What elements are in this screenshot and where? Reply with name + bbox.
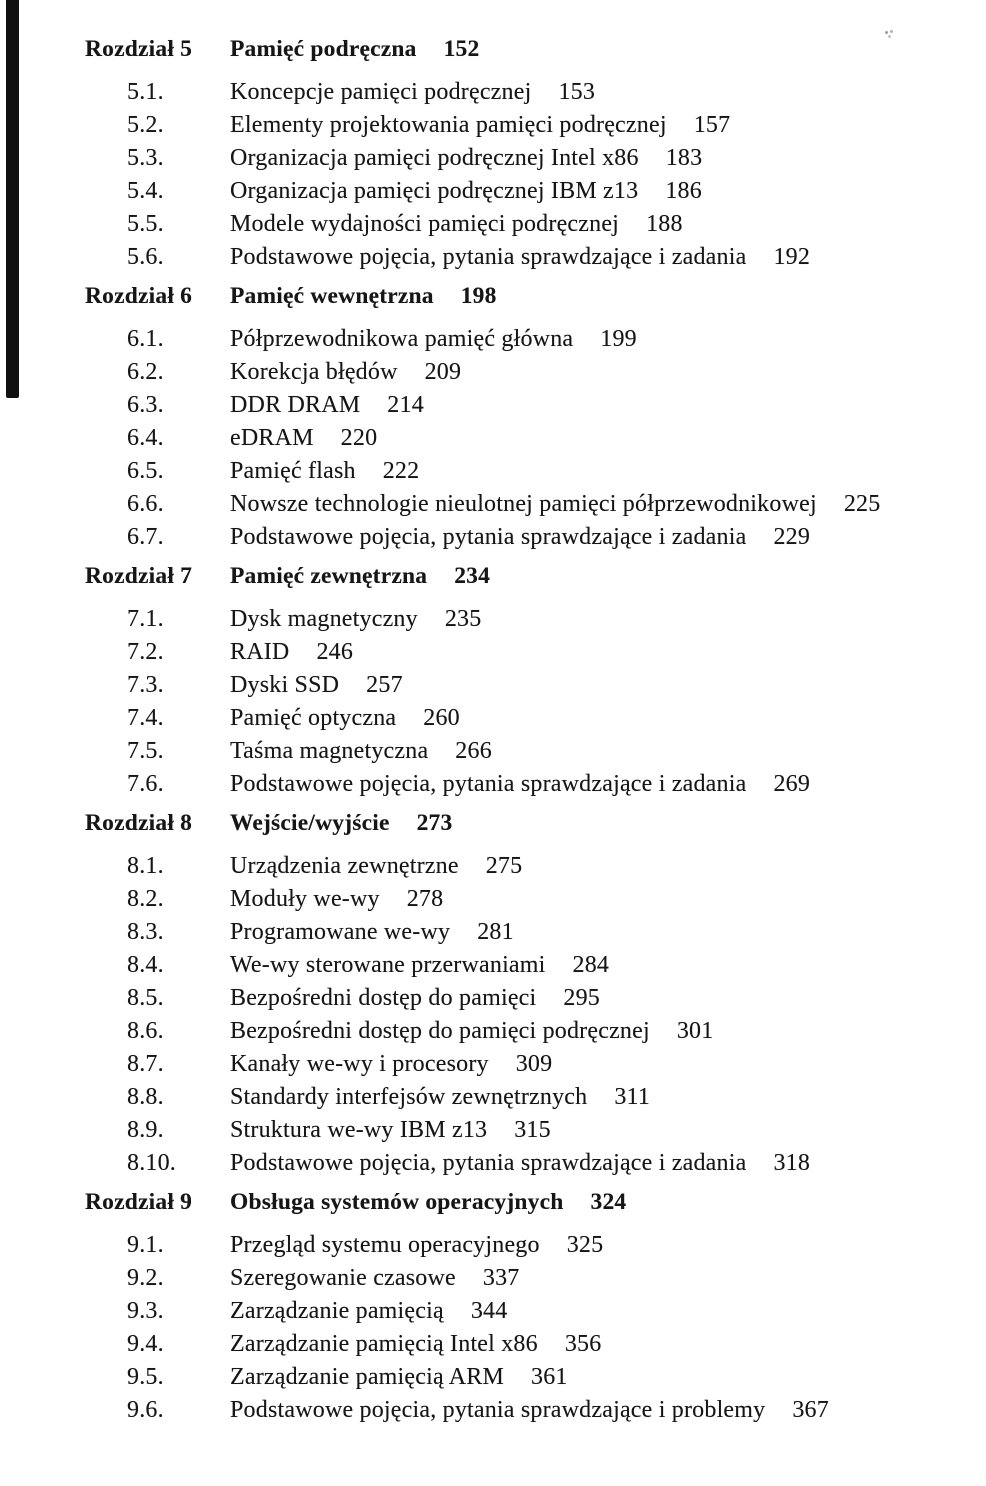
section-title-group — [230, 145, 950, 172]
section-number: 8.2. — [127, 886, 164, 912]
section-number: 8.4. — [127, 952, 164, 978]
section-page-number: 356 — [564, 1331, 602, 1357]
section-title: Organizacja pamięci podręcznej IBM z13 — [230, 178, 639, 204]
section-title: Organizacja pamięci podręcznej Intel x86 — [230, 145, 639, 171]
section-page-number: 275 — [485, 853, 523, 879]
section-number: 5.3. — [127, 145, 164, 171]
scan-gutter-artifact — [6, 0, 19, 398]
section-title-group — [230, 1298, 950, 1325]
section-title: Pamięć optyczna — [230, 705, 397, 731]
chapter-heading-row — [85, 810, 950, 843]
section-title: Dyski SSD — [230, 672, 340, 698]
section-number: 6.7. — [127, 524, 164, 550]
section-title: RAID — [230, 639, 290, 665]
chapter-label: Rozdział 7 — [85, 563, 193, 589]
section-page-number: 325 — [566, 1232, 604, 1258]
chapter-page-number: 273 — [416, 810, 453, 836]
toc-section-row — [85, 1364, 950, 1397]
section-title-group — [230, 886, 950, 913]
section-title-group — [230, 1364, 950, 1391]
section-page-number: 266 — [455, 738, 492, 764]
section-page-number: 157 — [693, 112, 731, 138]
section-title-group — [230, 1265, 950, 1292]
section-page-number: 214 — [387, 392, 424, 418]
section-title-group — [230, 705, 950, 732]
chapter-heading-row — [85, 283, 950, 316]
section-page-number: 199 — [600, 326, 637, 352]
section-page-number: 186 — [665, 178, 702, 204]
section-page-number: 235 — [444, 606, 482, 632]
section-number: 8.5. — [127, 985, 164, 1011]
toc-section-row — [85, 952, 950, 985]
section-page-number: 246 — [316, 639, 354, 665]
section-page-number: 220 — [340, 425, 378, 451]
chapter-label: Rozdział 5 — [85, 36, 193, 62]
section-page-number: 278 — [406, 886, 444, 912]
section-title-group — [230, 458, 950, 485]
chapter-title-group — [230, 283, 950, 310]
section-title-group — [230, 985, 950, 1012]
section-title-group — [230, 425, 950, 452]
section-title-group — [230, 491, 950, 518]
chapter-page-number: 324 — [590, 1189, 627, 1215]
toc-section-row — [85, 886, 950, 919]
section-title-group — [230, 919, 950, 946]
toc-section-row — [85, 919, 950, 952]
section-number: 8.3. — [127, 919, 164, 945]
toc-section-row — [85, 145, 950, 178]
section-title: Urządzenia zewnętrzne — [230, 853, 459, 879]
toc-section-row — [85, 705, 950, 738]
toc-section-row — [85, 1331, 950, 1364]
section-title-group — [230, 112, 950, 139]
section-number: 9.1. — [127, 1232, 164, 1258]
section-title-group — [230, 1397, 950, 1424]
section-title: Półprzewodnikowa pamięć główna — [230, 326, 574, 352]
section-title: Koncepcje pamięci podręcznej — [230, 79, 532, 105]
section-number: 6.2. — [127, 359, 164, 385]
toc-section-row — [85, 1051, 950, 1084]
section-number: 5.1. — [127, 79, 164, 105]
section-page-number: 225 — [843, 491, 881, 517]
section-title-group — [230, 1051, 950, 1078]
section-page-number: 183 — [665, 145, 703, 171]
section-title: Programowane we-wy — [230, 919, 451, 945]
toc-section-row — [85, 1150, 950, 1183]
section-page-number: 318 — [773, 1150, 811, 1176]
toc-section-row — [85, 738, 950, 771]
section-number: 6.6. — [127, 491, 164, 517]
section-page-number: 229 — [773, 524, 811, 550]
section-title: Elementy projektowania pamięci podręcznej — [230, 112, 667, 138]
chapter-heading-row — [85, 1189, 950, 1222]
chapter-page-number: 198 — [460, 283, 497, 309]
chapter-title: Pamięć wewnętrzna — [230, 283, 434, 309]
section-number: 7.1. — [127, 606, 164, 632]
section-title: eDRAM — [230, 425, 314, 451]
section-title-group — [230, 606, 950, 633]
chapter-title: Pamięć podręczna — [230, 36, 417, 62]
toc-section-row — [85, 1018, 950, 1051]
toc-section-row — [85, 458, 950, 491]
toc-section-row — [85, 1232, 950, 1265]
section-page-number: 260 — [423, 705, 460, 731]
section-title: Zarządzanie pamięcią Intel x86 — [230, 1331, 538, 1357]
section-title-group — [230, 326, 950, 353]
section-title-group — [230, 738, 950, 765]
section-number: 8.7. — [127, 1051, 164, 1077]
section-page-number: 222 — [382, 458, 420, 484]
section-title-group — [230, 1150, 950, 1177]
chapter-title: Pamięć zewnętrzna — [230, 563, 428, 589]
chapter-title: Obsługa systemów operacyjnych — [230, 1189, 564, 1215]
chapter-label: Rozdział 8 — [85, 810, 193, 836]
section-title: Zarządzanie pamięcią ARM — [230, 1364, 505, 1390]
section-title-group — [230, 359, 950, 386]
section-number: 7.4. — [127, 705, 164, 731]
section-number: 7.6. — [127, 771, 164, 797]
toc-section-row — [85, 211, 950, 244]
section-number: 9.3. — [127, 1298, 164, 1324]
section-number: 9.6. — [127, 1397, 164, 1423]
toc-section-row — [85, 985, 950, 1018]
section-title: Struktura we-wy IBM z13 — [230, 1117, 488, 1143]
section-page-number: 311 — [614, 1084, 651, 1110]
chapter-title: Wejście/wyjście — [230, 810, 390, 836]
section-title: Bezpośredni dostęp do pamięci podręcznej — [230, 1018, 650, 1044]
chapter-title-group — [230, 1189, 950, 1216]
section-title: Bezpośredni dostęp do pamięci — [230, 985, 537, 1011]
section-number: 8.6. — [127, 1018, 164, 1044]
toc-section-row — [85, 1298, 950, 1331]
section-page-number: 367 — [792, 1397, 829, 1423]
toc-section-row — [85, 392, 950, 425]
section-page-number: 153 — [558, 79, 596, 105]
section-title-group — [230, 853, 950, 880]
chapter-title-group — [230, 810, 950, 837]
toc-section-row — [85, 425, 950, 458]
section-number: 6.5. — [127, 458, 164, 484]
section-title: Podstawowe pojęcia, pytania sprawdzające i zadania — [230, 524, 747, 550]
section-page-number: 309 — [515, 1051, 553, 1077]
section-title: Standardy interfejsów zewnętrznych — [230, 1084, 588, 1110]
section-number: 6.4. — [127, 425, 164, 451]
section-number: 9.5. — [127, 1364, 164, 1390]
toc-section-row — [85, 178, 950, 211]
section-number: 7.5. — [127, 738, 164, 764]
section-title: Dysk magnetyczny — [230, 606, 418, 632]
toc-section-row — [85, 606, 950, 639]
section-number: 9.2. — [127, 1265, 164, 1291]
section-number: 5.2. — [127, 112, 164, 138]
section-title: Korekcja błędów — [230, 359, 398, 385]
table-of-contents — [85, 30, 950, 1430]
section-title-group — [230, 672, 950, 699]
chapter-heading-row — [85, 563, 950, 596]
section-title: Taśma magnetyczna — [230, 738, 429, 764]
section-title: Pamięć flash — [230, 458, 356, 484]
section-number: 9.4. — [127, 1331, 164, 1357]
section-title-group — [230, 524, 950, 551]
toc-section-row — [85, 112, 950, 145]
section-number: 8.8. — [127, 1084, 164, 1110]
section-number: 7.2. — [127, 639, 164, 665]
section-title-group — [230, 952, 950, 979]
section-number: 5.4. — [127, 178, 164, 204]
section-title-group — [230, 211, 950, 238]
section-title-group — [230, 1018, 950, 1045]
toc-section-row — [85, 326, 950, 359]
section-title: Podstawowe pojęcia, pytania sprawdzające i zadania — [230, 1150, 747, 1176]
section-title-group — [230, 1331, 950, 1358]
section-page-number: 315 — [514, 1117, 551, 1143]
toc-section-row — [85, 771, 950, 804]
section-number: 7.3. — [127, 672, 164, 698]
section-title: Podstawowe pojęcia, pytania sprawdzające i zadania — [230, 244, 747, 270]
section-number: 6.3. — [127, 392, 164, 418]
section-title-group — [230, 178, 950, 205]
section-page-number: 284 — [572, 952, 610, 978]
section-title: Moduły we-wy — [230, 886, 380, 912]
section-number: 5.5. — [127, 211, 164, 237]
section-page-number: 361 — [531, 1364, 568, 1390]
section-title-group — [230, 1084, 950, 1111]
section-page-number: 295 — [563, 985, 600, 1011]
toc-section-row — [85, 359, 950, 392]
section-title: Modele wydajności pamięci podręcznej — [230, 211, 620, 237]
section-title: Podstawowe pojęcia, pytania sprawdzające i problemy — [230, 1397, 766, 1423]
section-title: Przegląd systemu operacyjnego — [230, 1232, 540, 1258]
toc-section-row — [85, 1265, 950, 1298]
chapter-title-group — [230, 36, 950, 63]
section-title-group — [230, 771, 950, 798]
section-title: Kanały we-wy i procesory — [230, 1051, 489, 1077]
chapter-label: Rozdział 6 — [85, 283, 193, 309]
section-page-number: 301 — [676, 1018, 714, 1044]
section-title-group — [230, 244, 950, 271]
chapter-page-number: 234 — [454, 563, 491, 589]
section-number: 8.9. — [127, 1117, 164, 1143]
section-title-group — [230, 1117, 950, 1144]
section-page-number: 209 — [424, 359, 462, 385]
section-number: 8.10. — [127, 1150, 176, 1176]
section-page-number: 281 — [477, 919, 514, 945]
chapter-label: Rozdział 9 — [85, 1189, 193, 1215]
section-page-number: 344 — [470, 1298, 508, 1324]
section-title: Zarządzanie pamięcią — [230, 1298, 444, 1324]
section-number: 8.1. — [127, 853, 164, 879]
section-number: 6.1. — [127, 326, 164, 352]
chapter-page-number: 152 — [443, 36, 480, 62]
toc-section-row — [85, 524, 950, 557]
section-title: Podstawowe pojęcia, pytania sprawdzające i zadania — [230, 771, 747, 797]
section-title-group — [230, 639, 950, 666]
toc-section-row — [85, 244, 950, 277]
toc-section-row — [85, 491, 950, 524]
section-title: DDR DRAM — [230, 392, 361, 418]
section-page-number: 337 — [482, 1265, 520, 1291]
section-title: Szeregowanie czasowe — [230, 1265, 456, 1291]
toc-section-row — [85, 1397, 950, 1430]
section-title: Nowsze technologie nieulotnej pamięci półprzewodnikowej — [230, 491, 817, 517]
section-page-number: 257 — [366, 672, 403, 698]
toc-section-row — [85, 1084, 950, 1117]
section-number: 5.6. — [127, 244, 164, 270]
section-title: We-wy sterowane przerwaniami — [230, 952, 546, 978]
toc-section-row — [85, 639, 950, 672]
toc-section-row — [85, 79, 950, 112]
section-page-number: 188 — [646, 211, 683, 237]
chapter-heading-row — [85, 36, 950, 69]
toc-section-row — [85, 853, 950, 886]
section-page-number: 269 — [773, 771, 811, 797]
chapter-title-group — [230, 563, 950, 590]
toc-section-row — [85, 1117, 950, 1150]
section-title-group — [230, 392, 950, 419]
toc-section-row — [85, 672, 950, 705]
section-page-number: 192 — [773, 244, 811, 270]
section-title-group — [230, 1232, 950, 1259]
section-title-group — [230, 79, 950, 106]
